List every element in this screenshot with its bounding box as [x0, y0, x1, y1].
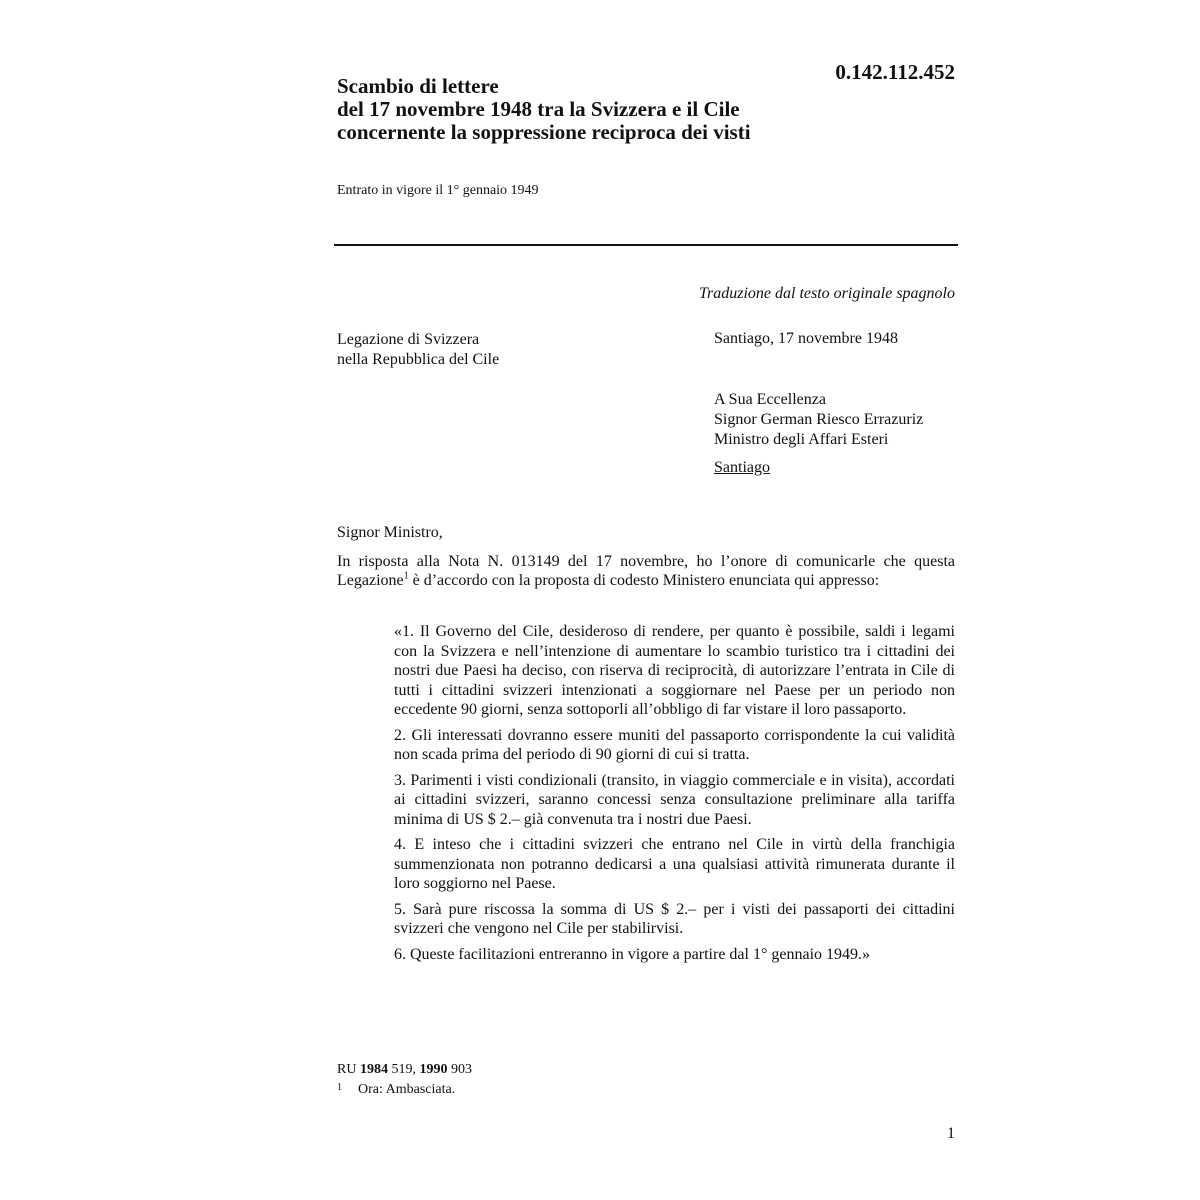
point-paragraph: 6. Queste facilitazioni entreranno in vigore a partire dal 1° gennaio 1949.»	[394, 945, 871, 963]
ref-year: 1984	[359, 1062, 388, 1077]
recipient-line: Signor German Riesco Errazuriz	[714, 411, 924, 428]
document-title	[337, 75, 897, 144]
official-references	[337, 1061, 472, 1079]
ref-page: 519,	[387, 1062, 420, 1077]
salutation: Signor Ministro,	[337, 524, 443, 541]
ref-year: 1990	[419, 1062, 448, 1077]
title-line: Scambio di lettere	[337, 74, 499, 98]
intro-text: è d’accordo con la proposta di codesto Ministero enunciata qui appresso:	[408, 572, 880, 589]
dateline: Santiago, 17 novembre 1948	[714, 330, 898, 347]
footnote-mark: 1	[337, 1082, 342, 1093]
sender-line: nella Repubblica del Cile	[337, 351, 500, 368]
ref-page: 903	[447, 1062, 472, 1077]
translation-note: Traduzione dal testo originale spagnolo	[698, 285, 955, 302]
point-paragraph: 3. Parimenti i visti condizionali (transito, in viaggio commerciale e in visita), accordati ai cittadini svizzeri, saranno concessi senza consultazione preliminare alla tariffa minima di US $ 2.– già convenuta tra i nostri due Paesi.	[394, 771, 955, 828]
ref-prefix: RU	[337, 1062, 360, 1077]
document-number: 0.142.112.452	[835, 60, 955, 84]
horizontal-rule	[334, 244, 958, 246]
footnote	[337, 1082, 455, 1098]
recipient-city: Santiago	[714, 459, 770, 476]
page-number: 1	[947, 1125, 955, 1142]
point-paragraph: «1. Il Governo del Cile, desideroso di rendere, per quanto è possibile, saldi i legami con la Svizzera e nell’intenzione di aumentare lo scambio turistico tra i cittadini dei nostri due Paesi ha deciso, con riserva di reciprocità, di autorizzare l’entrata in Cile di tutti i cittadini svizzeri intenzionati a soggiornare nel Paese per un periodo non eccedente 90 giorni, senza sottoporli all’obbligo di far vistare il loro passaporto.	[394, 623, 955, 718]
intro-text: In risposta alla Nota N. 013149 del 17 novembre, ho l’onore di comunicarle che questa Legazione	[337, 553, 955, 589]
sender-block	[337, 330, 499, 370]
sender-line: Legazione di Svizzera	[337, 331, 480, 348]
quoted-points	[394, 622, 955, 970]
intro-paragraph	[337, 552, 955, 590]
recipient-line: Ministro degli Affari Esteri	[714, 431, 889, 448]
footnote-text: Ora: Ambasciata.	[358, 1082, 456, 1097]
title-line: del 17 novembre 1948 tra la Svizzera e il Cile	[337, 97, 740, 121]
point-paragraph: 4. E inteso che i cittadini svizzeri che entrano nel Cile in virtù della franchigia summenzionata non potranno dedicarsi a una qualsiasi attività rimunerata durante il loro soggiorno nel Paese.	[394, 836, 955, 892]
title-line: concernente la soppressione reciproca dei visti	[337, 120, 751, 144]
point-paragraph: 2. Gli interessati dovranno essere muniti del passaporto corrispondente la cui validità non scada prima del periodo di 90 giorni di cui si tratta.	[394, 726, 955, 763]
recipient-line: A Sua Eccellenza	[714, 391, 826, 408]
entry-into-force: Entrato in vigore il 1° gennaio 1949	[337, 183, 539, 198]
point-paragraph: 5. Sarà pure riscossa la somma di US $ 2.– per i visti dei passaporti dei cittadini svizzeri che vengono nel Cile per stabilirvisi.	[394, 900, 955, 937]
footnote-reference: 1	[403, 570, 409, 582]
recipient-block	[714, 390, 923, 450]
